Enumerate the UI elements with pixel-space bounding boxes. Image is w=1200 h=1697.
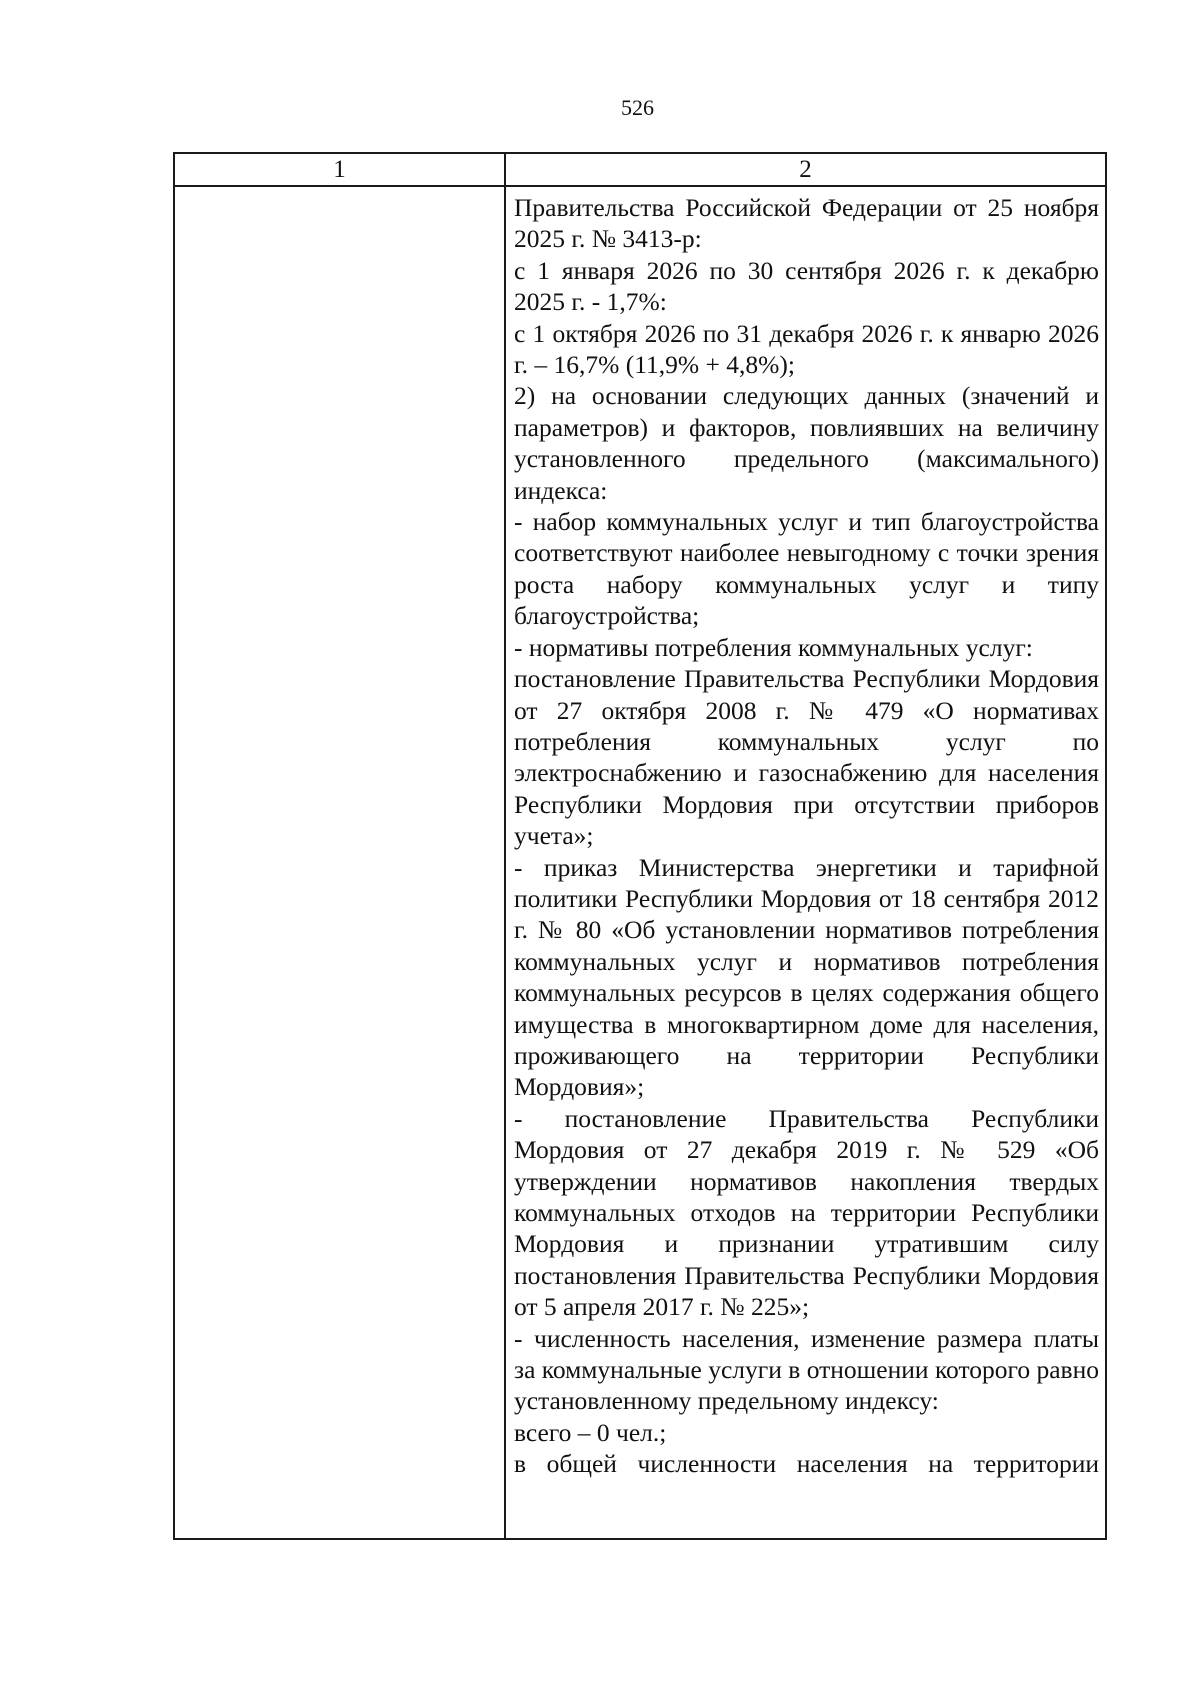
paragraph-consumption-norms: - нормативы потребления коммунальных услуг: [514,632,1033,662]
paragraph-population-share: в общей численности населения на территории [514,1449,1099,1479]
paragraph-government-order: Правительства Российской Федерации от 25 ноября 2025 г. № 3413-р: [514,193,1099,254]
page-number: 526 [621,95,654,120]
column-header-1: 1 [333,156,346,183]
paragraph-resolution-479: постановление Правительства Республики Мордовия от 27 октября 2008 г. № 479 «О нормативах потребления коммунальных услуг по электроснабжению и газоснабжению для населения Республики Мордовия при отсутствии приборов учета»; [514,664,1099,851]
table-header-row [175,154,1105,187]
paragraph-factors-basis: 2) на основании следующих данных (значений и параметров) и факторов, повлиявших на величину установленного предельного (максимального) индекса: [514,381,1099,505]
paragraph-total: всего – 0 чел.; [514,1417,667,1447]
paragraph-population-count: - численность населения, изменение размера платы за коммунальные услуги в отношении которого равно установленному предельному индексу: [514,1323,1099,1416]
document-table [173,152,1107,1540]
paragraph-resolution-529: - постановление Правительства Республики Мордовия от 27 декабря 2019 г. № 529 «Об утверждении нормативов накопления твердых коммунальных отходов на территории Республики Мордовия и признании утратившим силу постановления Правительства Республики Мордовия от 5 апреля 2017 г. № 225»; [514,1103,1099,1322]
column-divider [504,154,506,1538]
paragraph-period-jan-sep: с 1 января 2026 по 30 сентября 2026 г. к декабрю 2025 г. - 1,7%: [514,255,1099,317]
paragraph-period-oct-dec: с 1 октября 2026 по 31 декабря 2026 г. к январю 2026 г. – 16,7% (11,9% + 4,8%); [514,318,1099,380]
column-2-content [514,192,1099,1480]
paragraph-order-80: - приказ Министерства энергетики и тарифной политики Республики Мордовия от 18 сентября 2012 г. № 80 «Об установлении нормативов потребления коммунальных услуг и нормативов потребления коммунальных ресурсов в целях содержания общего имущества в многоквартирном доме для населения, проживающего на территории Республики Мордовия»; [514,852,1099,1102]
paragraph-services-set: - набор коммунальных услуг и тип благоустройства соответствуют наиболее невыгодному с точки зрения роста набору коммунальных услуг и типу благоустройства; [514,507,1099,631]
column-header-2: 2 [799,156,812,183]
